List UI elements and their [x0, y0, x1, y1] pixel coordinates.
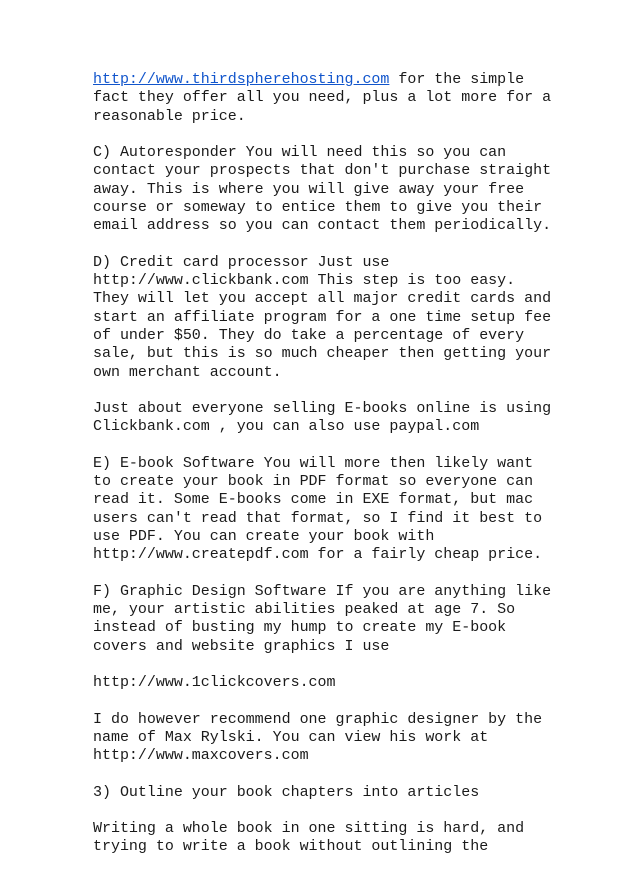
paragraph-ebook-software: E) E-book Software You will more then likely want to create your book in PDF format so everyone can read it. Some E-books come in EXE format, but mac users can't read that format, so I find it best to use PDF. You can create your book with http://www.createpdf.com for a fairly cheap price.: [93, 454, 543, 564]
paragraph-intro-hosting: [93, 71, 633, 126]
paragraph-autoresponder: C) Autoresponder You will need this so you can contact your prospects that don't purchase straight away. This is where you will give away your free course or someway to entice them to give you their email address so you can contact them periodically.: [93, 144, 552, 235]
intro-hosting-text: for the simple fact they offer all you need, plus a lot more for a reasonable price.: [93, 71, 552, 125]
thirdspherehosting-link[interactable]: http://www.thirdspherehosting.com: [93, 71, 390, 88]
document-page: [93, 71, 633, 875]
paragraph-oneclickcovers: http://www.1clickcovers.com: [93, 674, 336, 692]
paragraph-writing-whole-book: Writing a whole book in one sitting is hard, and trying to write a book without outlining the: [93, 820, 525, 856]
paragraph-clickbank-note: Just about everyone selling E-books online is using Clickbank.com , you can also use paypal.com: [93, 400, 552, 436]
paragraph-graphic-designer: I do however recommend one graphic designer by the name of Max Rylski. You can view his work at http://www.maxcovers.com: [93, 710, 543, 765]
paragraph-outline-heading: 3) Outline your book chapters into articles: [93, 783, 480, 801]
paragraph-credit-card-processor: D) Credit card processor Just use http://www.clickbank.com This step is too easy. They will let you accept all major credit cards and start an affiliate program for a one time setup fee of under $50. They do take a percentage of every sale, but this is so much cheaper then getting your own merchant account.: [93, 253, 552, 381]
paragraph-graphic-design-software: F) Graphic Design Software If you are anything like me, your artistic abilities peaked at age 7. So instead of busting my hump to create my E-book covers and website graphics I use: [93, 582, 552, 655]
